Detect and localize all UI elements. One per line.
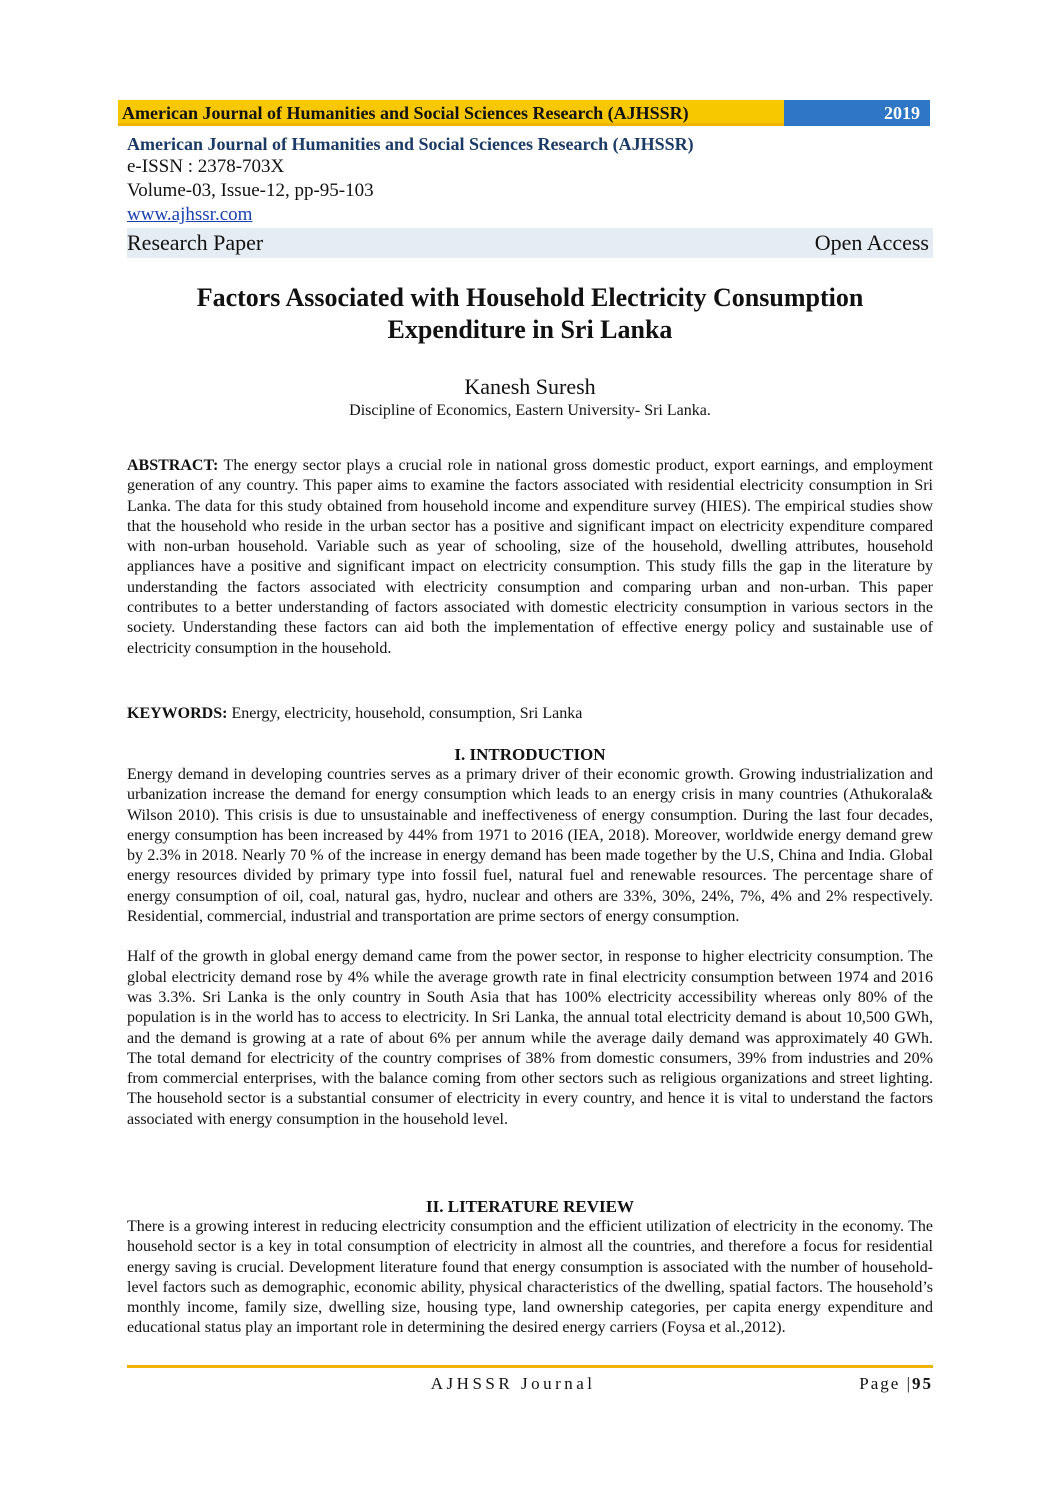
title-line-2: Expenditure in Sri Lanka xyxy=(387,315,673,344)
footer-journal: AJHSSR Journal xyxy=(430,1374,596,1393)
paper-title xyxy=(127,282,933,346)
section-literature-review xyxy=(127,1197,933,1339)
keywords-label: KEYWORDS: xyxy=(127,705,228,722)
abstract-label: ABSTRACT: xyxy=(127,457,219,474)
introduction-heading: I. INTRODUCTION xyxy=(454,745,606,764)
eissn: e-ISSN : 2378-703X xyxy=(127,156,285,177)
page-label: Page | xyxy=(859,1374,912,1393)
paper-type-bar xyxy=(127,228,933,258)
paper-type: Research Paper xyxy=(127,230,264,255)
banner-journal-title: American Journal of Humanities and Social Sciences Research (AJHSSR) xyxy=(118,100,784,126)
journal-banner xyxy=(118,100,930,126)
author-affiliation: Discipline of Economics, Eastern University- Sri Lanka. xyxy=(349,402,711,419)
page-footer xyxy=(127,1374,933,1394)
page-number: 95 xyxy=(912,1374,933,1393)
footer-divider xyxy=(127,1365,933,1368)
journal-meta xyxy=(127,133,933,258)
keywords xyxy=(127,704,933,724)
section-introduction xyxy=(127,745,933,1130)
literature-paragraph-1: There is a growing interest in reducing electricity consumption and the efficient utilization of electricity in the economy. The household sector is a key in total consumption of electricity in almost all the countries, and therefore a focus for residential energy saving is crucial. Development literature found that energy consumption is associated with the number of household-level factors such as demographic, economic ability, physical characteristics of the dwelling, spatial factors. The household’s monthly income, family size, dwelling size, housing type, land ownership categories, per capita energy expenditure and educational status play an important role in determining the desired energy carriers (Foysa et al.,2012). xyxy=(127,1218,933,1337)
website-link[interactable]: www.ajhssr.com xyxy=(127,204,253,225)
footer-page xyxy=(859,1374,933,1394)
access-type: Open Access xyxy=(814,230,929,255)
abstract-text: The energy sector plays a crucial role in national gross domestic product, export earnings, and employment generation of any country. This paper aims to examine the factors associated with residential electricity consumption in Sri Lanka. The data for this study obtained from household income and expenditure survey (HIES). The empirical studies show that the household who reside in the urban sector has a positive and significant impact on electricity expenditure compared with non-urban household. Variable such as year of schooling, size of the household, dwelling attributes, household appliances have a positive and significant impact on electricity consumption. This study fills the gap in the literature by understanding the factors associated with electricity consumption and comparing urban and non-urban. This paper contributes to a better understanding of factors associated with domestic electricity consumption in various sectors in the society. Understanding these factors can aid both the implementation of effective energy policy and sustainable use of electricity consumption in the household. xyxy=(127,457,933,657)
title-line-1: Factors Associated with Household Electricity Consumption xyxy=(196,283,864,312)
introduction-paragraph-2: Half of the growth in global energy demand came from the power sector, in response to higher electricity consumption. The global electricity demand rose by 4% while the average growth rate in final electricity consumption between 1974 and 2016 was 3.3%. Sri Lanka is the only country in South Asia that has 100% electricity accessibility whereas only 80% of the population is in the world has to access to electricity. In Sri Lanka, the annual total electricity demand is about 10,500 GWh, and the demand is growing at a rate of about 6% per annum while the average daily demand was approximately 40 GWh. The total demand for electricity of the country comprises of 38% from domestic consumers, 39% from industries and 20% from commercial enterprises, with the balance coming from other sectors such as religious organizations and street lighting. The household sector is a substantial consumer of electricity in every country, and hence it is vital to understand the factors associated with energy consumption in the household level. xyxy=(127,948,933,1128)
introduction-paragraph-1: Energy demand in developing countries serves as a primary driver of their economic growth. Growing industrialization and urbanization increase the demand for energy consumption which leads to an energy crisis in many countries (Athukorala& Wilson 2010). This crisis is due to unsustainable and ineffectiveness of energy consumption. During the last four decades, energy consumption has been increased by 44% from 1971 to 2016 (IEA, 2018). Moreover, worldwide energy demand grew by 2.3% in 2018. Nearly 70 % of the increase in energy demand has been made together by the U.S, China and India. Global energy resources divided by primary type into fossil fuel, natural fuel and renewable resources. The percentage share of energy consumption of oil, coal, natural gas, hydro, nuclear and others are 33%, 30%, 24%, 7%, 4% and 2% respectively. Residential, commercial, industrial and transportation are prime sectors of energy consumption. xyxy=(127,766,933,926)
banner-year: 2019 xyxy=(784,100,930,126)
keywords-text: Energy, electricity, household, consumption, Sri Lanka xyxy=(227,705,583,722)
volume-issue: Volume-03, Issue-12, pp-95-103 xyxy=(127,180,374,201)
abstract xyxy=(127,456,933,659)
meta-journal-name: American Journal of Humanities and Social Sciences Research (AJHSSR) xyxy=(127,134,694,154)
literature-heading: II. LITERATURE REVIEW xyxy=(426,1197,634,1216)
author-name: Kanesh Suresh xyxy=(464,374,596,399)
